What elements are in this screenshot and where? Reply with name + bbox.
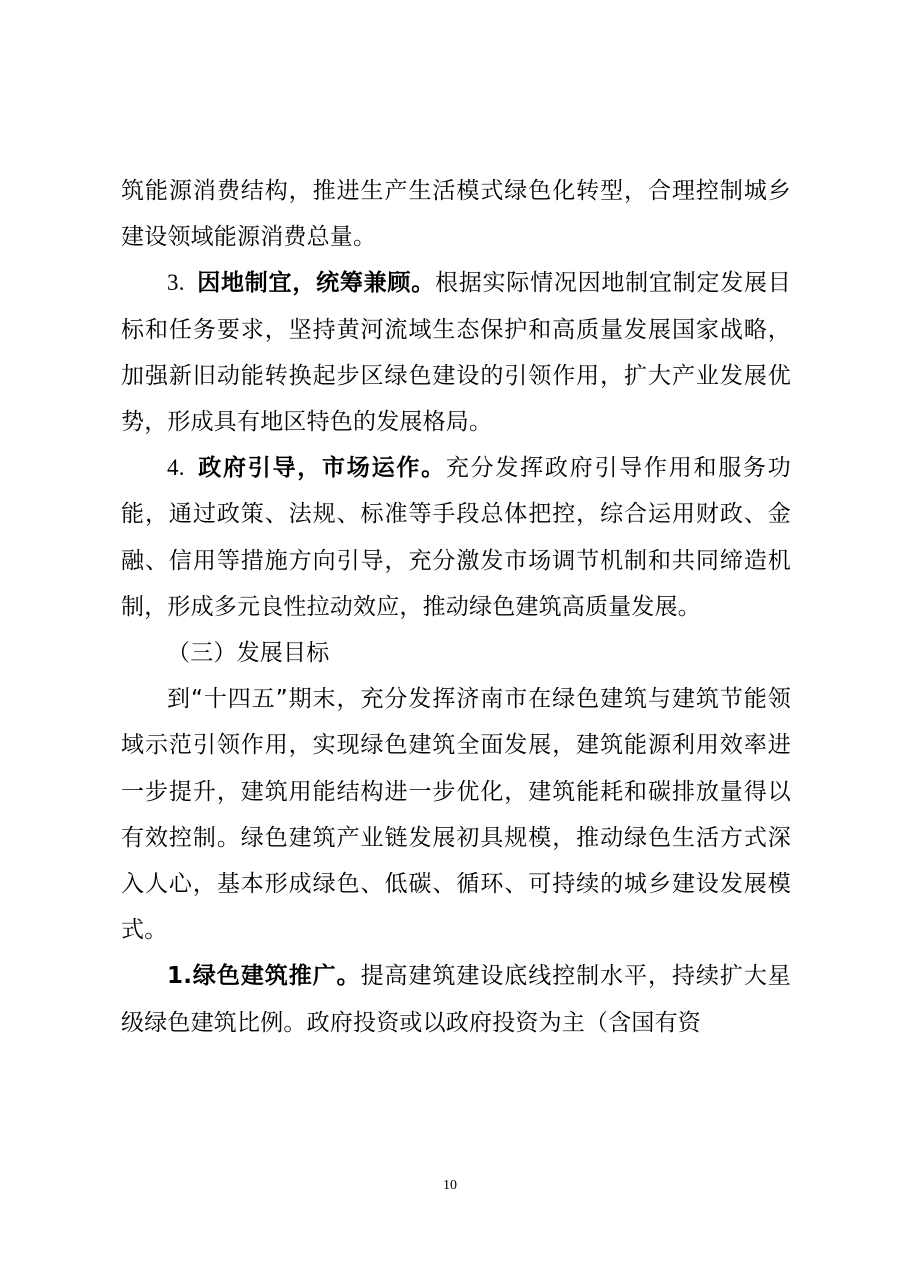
goal-1-number: 1. (167, 963, 193, 990)
goal-paragraph (121, 676, 791, 953)
principle-3-number: 3. (167, 270, 185, 296)
principle-3-paragraph (121, 260, 791, 445)
principle-3-text: 根据实际情况因地制宜制定发展目标和任务要求，坚持黄河流域生态保护和高质量发展国家战略，加强新旧动能转换起步区绿色建设的引领作用，扩大产业发展优势，形成具有地区特色的发展格局。 (121, 270, 792, 436)
page-number: 10 (443, 1178, 457, 1193)
principle-4-text: 充分发挥政府引导作用和服务功能，通过政策、法规、标准等手段总体把控，综合运用财政、金融、信用等措施方向引导，充分激发市场调节机制和共同缔造机制，形成多元良性拉动效应，推动绿色建筑高质量发展。 (121, 455, 791, 620)
goal-1-title: 绿色建筑推广。 (192, 963, 361, 990)
goal-1-paragraph (121, 953, 791, 1045)
body-text (121, 168, 791, 1046)
paragraph-text: 筑能源消费结构，推进生产生活模式绿色化转型，合理控制城乡建设领域能源消费总量。 (121, 178, 791, 251)
section-heading-text: （三）发展目标 (167, 640, 330, 667)
principle-3-title: 因地制宜，统筹兼顾。 (196, 270, 435, 297)
principle-4-paragraph (121, 445, 791, 630)
section-heading (121, 630, 791, 676)
paragraph-continuation (121, 168, 791, 260)
principle-4-number: 4. (167, 455, 185, 481)
principle-4-title: 政府引导，市场运作。 (196, 455, 446, 482)
goal-text: 到“十四五”期末，充分发挥济南市在绿色建筑与建筑节能领域示范引领作用，实现绿色建筑全面发展，建筑能源利用效率进一步提升，建筑用能结构进一步优化，建筑能耗和碳排放量得以有效控制。绿色建筑产业链发展初具规模，推动绿色生活方式深入人心，基本形成绿色、低碳、循环、可持续的城乡建设发展模式。 (121, 686, 791, 944)
goal-1-text: 提高建筑建设底线控制水平，持续扩大星级绿色建筑比例。政府投资或以政府投资为主（含国有资 (121, 963, 791, 1036)
